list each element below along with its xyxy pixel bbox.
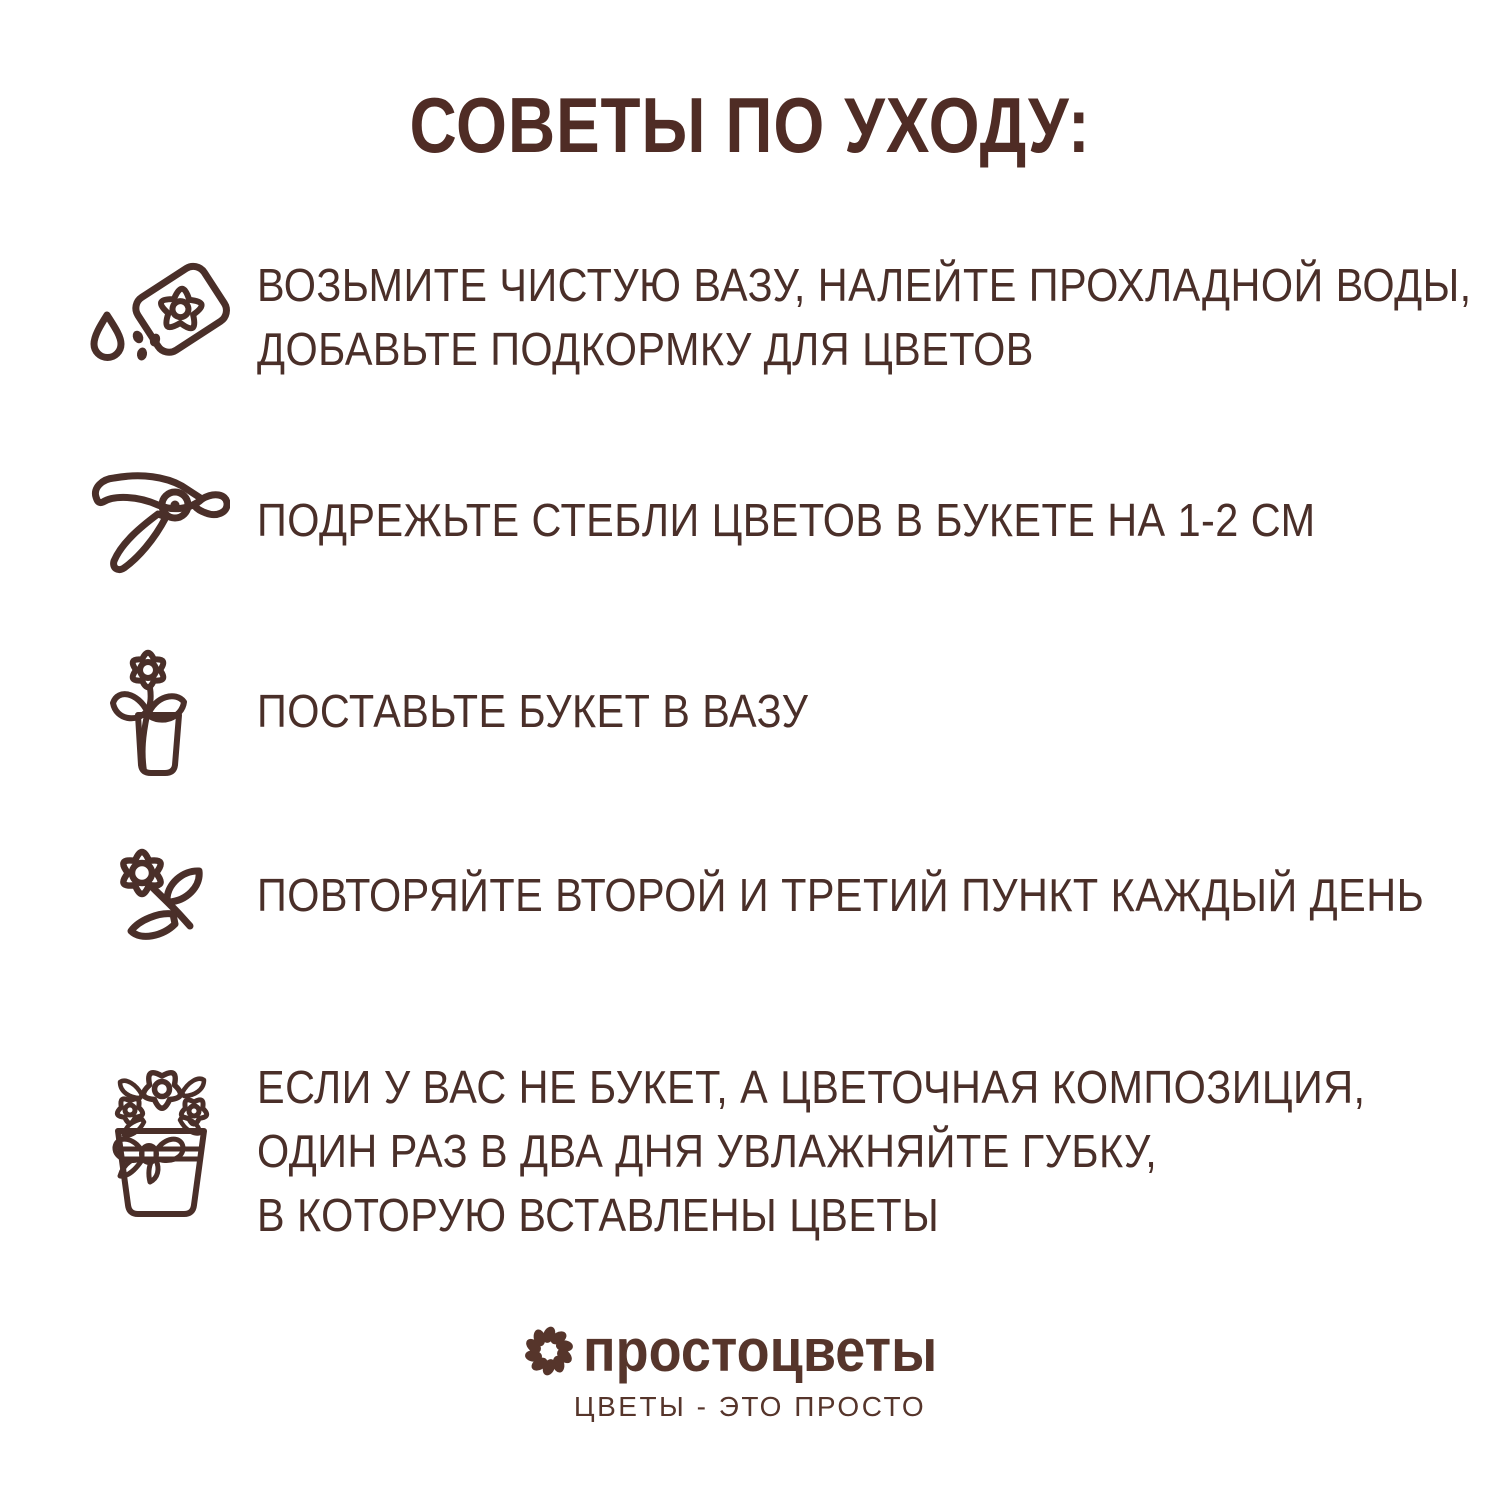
flower-in-vase-icon [105,643,215,778]
tip-line: ДОБАВЬТЕ ПОДКОРМКУ ДЛЯ ЦВЕТОВ [257,323,1034,375]
tip-row-put-in-vase [85,643,1460,778]
tip-icon-box [85,643,235,778]
flower-with-leaves-icon [103,838,218,953]
tip-row-trim-stems [85,460,1460,580]
tip-line: ЕСЛИ У ВАС НЕ БУКЕТ, А ЦВЕТОЧНАЯ КОМПОЗИЦИЯ, [257,1061,1366,1113]
tip-line: ПОВТОРЯЙТЕ ВТОРОЙ И ТРЕТИЙ ПУНКТ КАЖДЫЙ ДЕНЬ [257,869,1425,921]
flower-pot-with-bow-icon [100,1065,220,1223]
tip-icon-box [85,1065,235,1223]
tip-text [257,253,1472,381]
tip-icon-box [85,251,235,383]
tip-row-flower-food [85,247,1472,387]
flower-logo-icon [524,1326,574,1376]
tip-text [257,1055,1366,1247]
tip-icon-box [85,464,235,576]
pruning-shears-icon [90,464,230,576]
tip-line: ОДИН РАЗ В ДВА ДНЯ УВЛАЖНЯЙТЕ ГУБКУ, [257,1125,1158,1177]
tip-row-repeat-daily [85,835,1460,955]
footer [0,1316,1500,1423]
tip-icon-box [85,838,235,953]
brand-tagline: ЦВЕТЫ - ЭТО ПРОСТО [573,1391,927,1422]
tip-row-composition [85,1051,1460,1251]
tip-line: ВОЗЬМИТЕ ЧИСТУЮ ВАЗУ, НАЛЕЙТЕ ПРОХЛАДНОЙ ВОДЫ, [257,259,1472,311]
tip-text [257,679,808,743]
page-title: СОВЕТЫ ПО УХОДУ: [409,81,1091,169]
tip-line: В КОТОРУЮ ВСТАВЛЕНЫ ЦВЕТЫ [257,1189,940,1241]
tip-line: ПОСТАВЬТЕ БУКЕТ В ВАЗУ [257,684,809,737]
brand-name: простоцветы [582,1317,937,1384]
tip-text [257,488,1316,552]
tip-text [257,863,1424,927]
tip-line: ПОДРЕЖЬТЕ СТЕБЛИ ЦВЕТОВ В БУКЕТЕ НА 1-2 СМ [257,494,1316,546]
flower-food-packet-icon [85,251,235,383]
brand-row [524,1316,977,1385]
